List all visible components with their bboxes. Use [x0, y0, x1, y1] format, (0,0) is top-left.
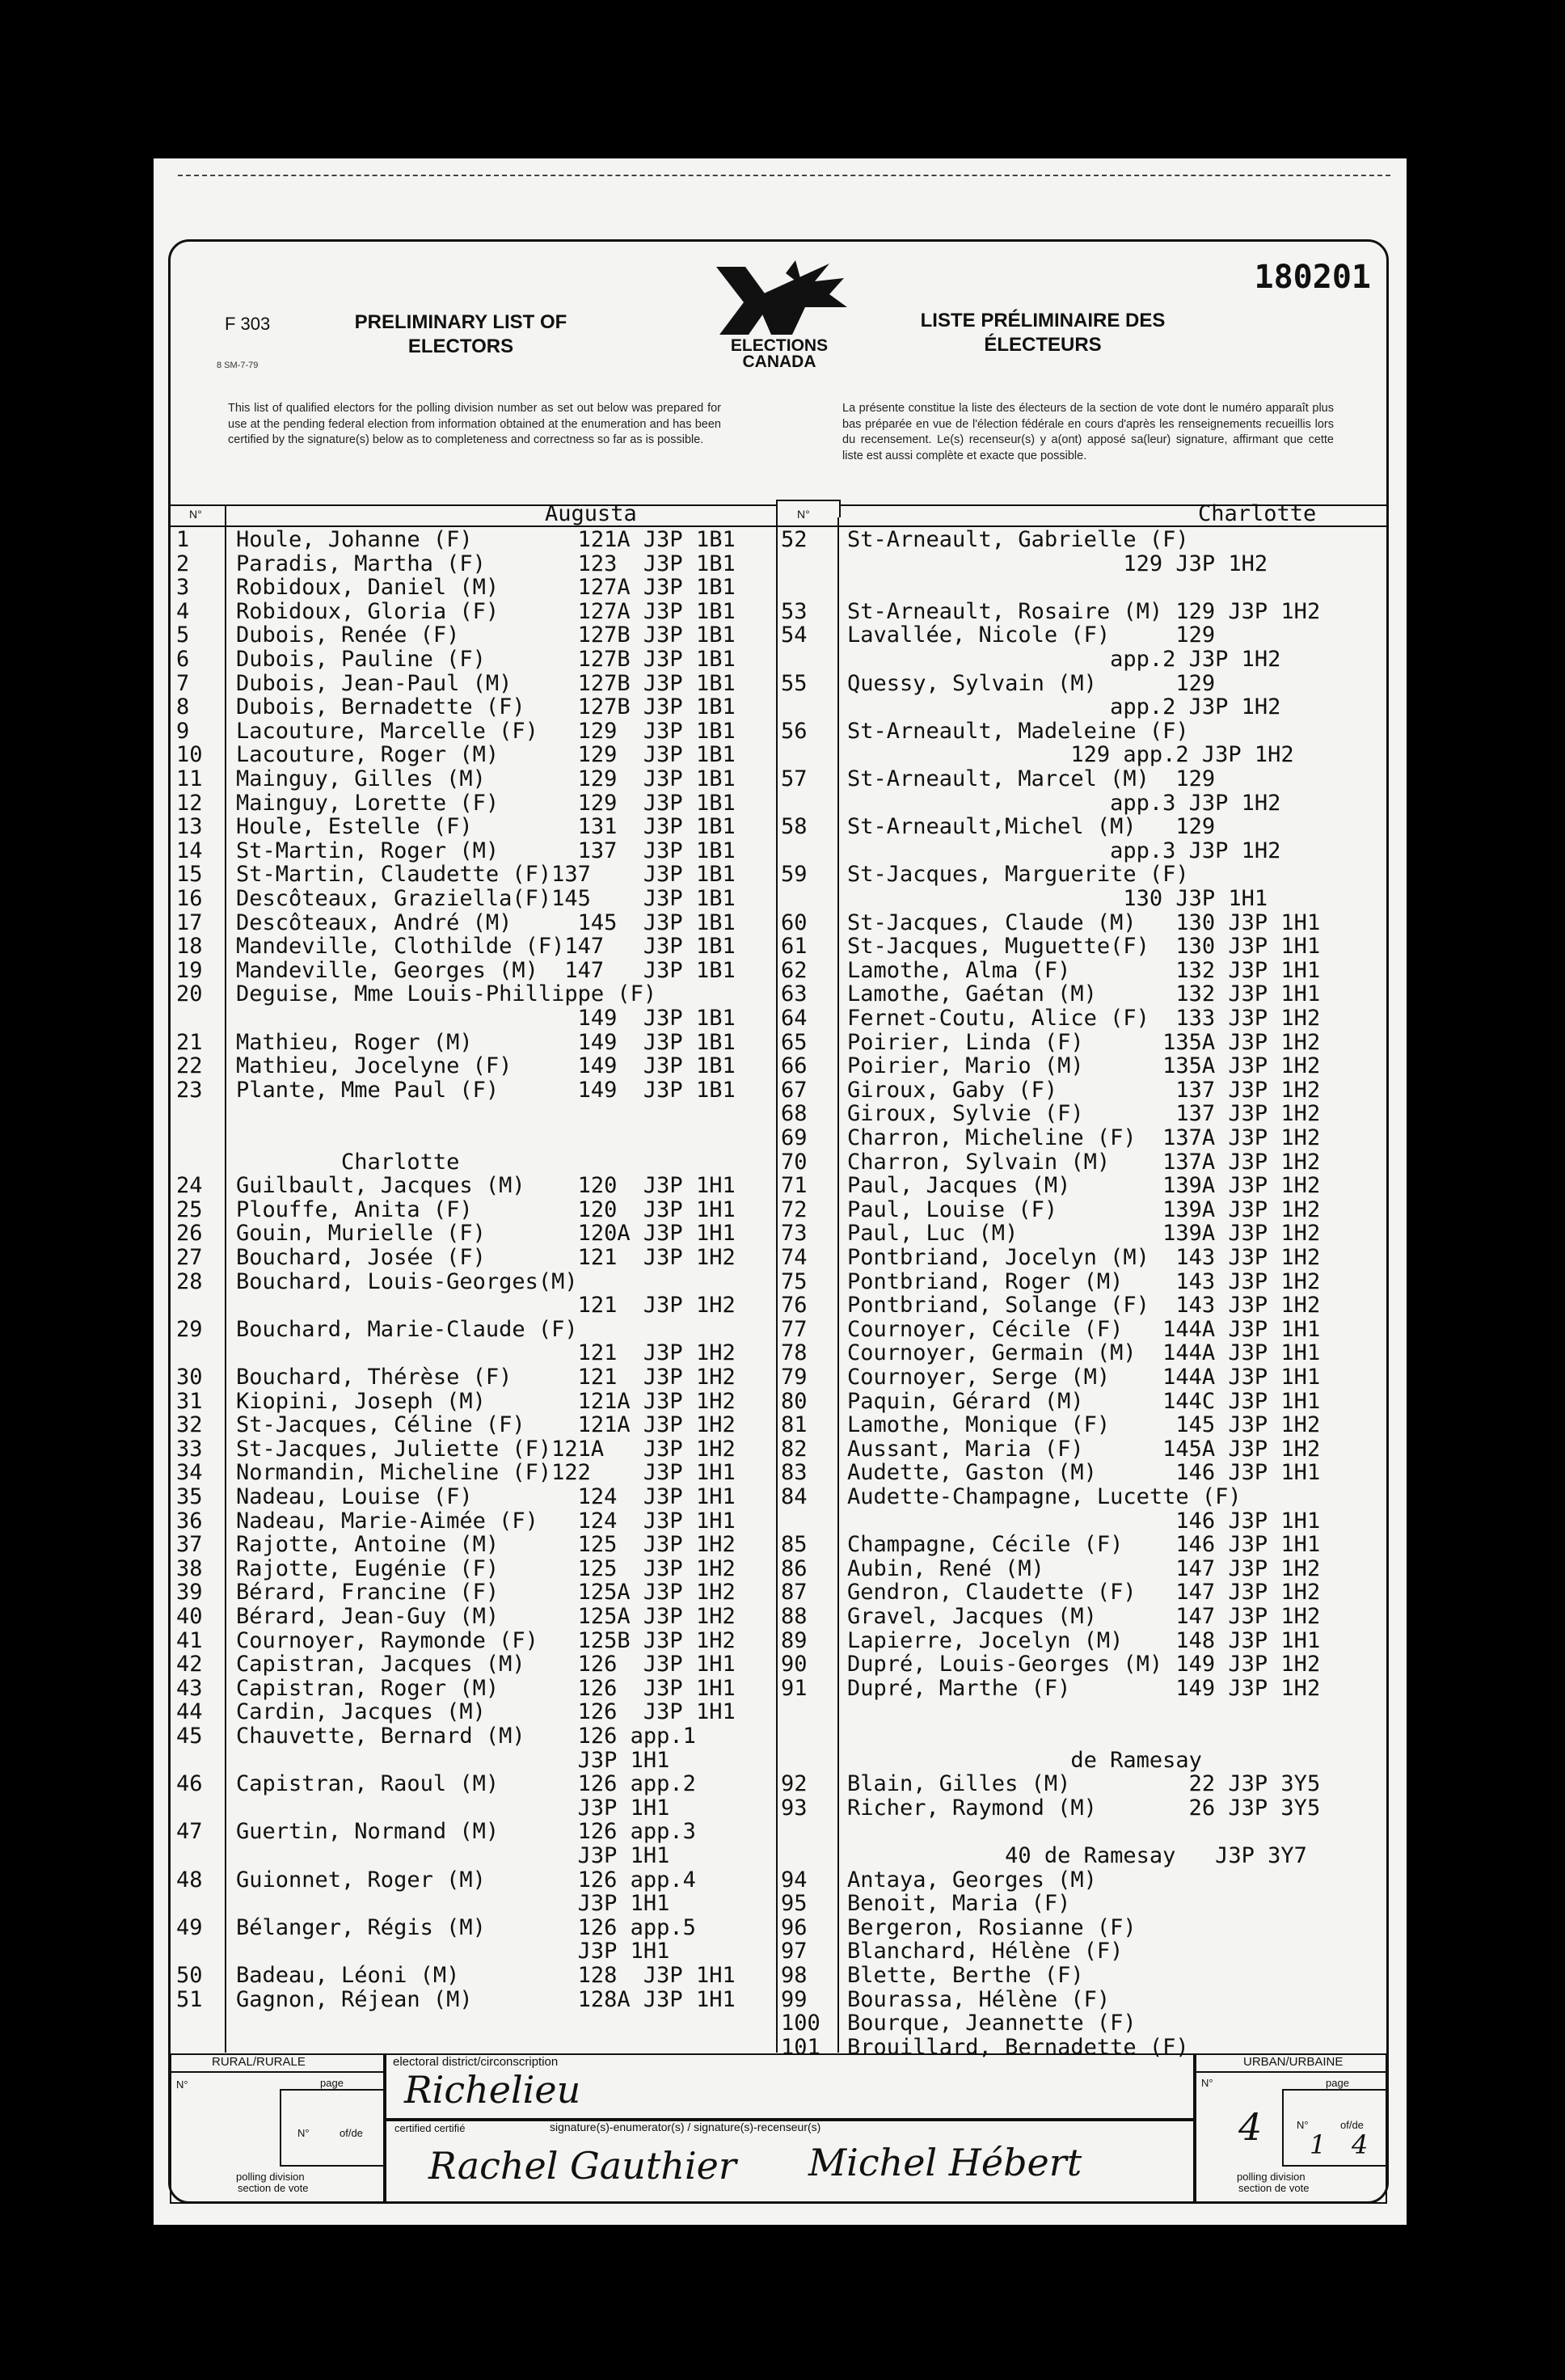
elector-row: Dubois, Pauline (F) 127B J3P 1B1	[236, 647, 736, 672]
row-number: 68	[781, 1101, 808, 1127]
row-number: 87	[781, 1580, 808, 1606]
row-number: 55	[781, 670, 808, 696]
elector-row: J3P 1H1	[236, 1891, 670, 1917]
page-number: 1	[1310, 2129, 1327, 2160]
row-number: 100	[781, 2011, 820, 2036]
row-number: 95	[781, 1891, 808, 1917]
row-number: 37	[176, 1532, 203, 1558]
row-number: 57	[781, 766, 808, 791]
row-number: 23	[176, 1077, 203, 1103]
row-number: 27	[176, 1245, 203, 1270]
elector-row: Capistran, Roger (M) 126 J3P 1H1	[236, 1675, 736, 1701]
row-number: 19	[176, 957, 203, 983]
row-number: 4	[176, 598, 190, 624]
form-code: F 303	[225, 314, 271, 334]
row-number: 21	[176, 1029, 203, 1055]
elector-row: Bouchard, Marie-Claude (F)	[236, 1316, 578, 1342]
row-number: 60	[781, 909, 808, 935]
elector-row: Poirier, Linda (F) 135A J3P 1H2	[847, 1029, 1321, 1055]
elector-row: St-Arneault, Gabrielle (F)	[847, 527, 1189, 552]
right-number-header: N°	[797, 508, 810, 521]
elector-row: Blanchard, Hélène (F)	[847, 1939, 1124, 1964]
elector-row: Mathieu, Roger (M) 149 J3P 1B1	[236, 1029, 736, 1055]
certified-label: certified certifié	[394, 2122, 466, 2134]
elector-row: St-Jacques, Claude (M) 130 J3P 1H1	[847, 909, 1321, 935]
row-number: 50	[176, 1963, 203, 1988]
row-number: 90	[781, 1652, 808, 1677]
elector-row: Pontbriand, Solange (F) 143 J3P 1H2	[847, 1293, 1321, 1319]
row-number: 61	[781, 934, 808, 960]
elector-row: Normandin, Micheline (F)122 J3P 1H1	[236, 1460, 736, 1486]
elector-row: Paquin, Gérard (M) 144C J3P 1H1	[847, 1388, 1321, 1414]
elector-row: Dubois, Bernadette (F) 127B J3P 1B1	[236, 694, 736, 720]
row-number: 81	[781, 1412, 808, 1438]
elector-row: Guilbault, Jacques (M) 120 J3P 1H1	[236, 1173, 736, 1199]
elector-row: Badeau, Léoni (M) 128 J3P 1H1	[236, 1963, 736, 1988]
elector-row: Paul, Louise (F) 139A J3P 1H2	[847, 1196, 1321, 1222]
elector-row: Guionnet, Roger (M) 126 app.4	[236, 1867, 696, 1893]
elector-row: Kiopini, Joseph (M) 121A J3P 1H2	[236, 1388, 736, 1414]
urban-page-no-label: N°	[1297, 2119, 1309, 2131]
elector-row: app.3 J3P 1H2	[847, 790, 1281, 816]
title-french: LISTE PRÉLIMINAIRE DES ÉLECTEURS	[920, 310, 1166, 356]
row-number: 47	[176, 1819, 203, 1845]
signature-label: signature(s)-enumerator(s) / signature(s)-recenseur(s)	[550, 2120, 821, 2133]
row-number: 34	[176, 1460, 203, 1486]
street-header-left: Augusta	[545, 501, 637, 526]
row-number: 84	[781, 1484, 808, 1509]
elector-row: Lapierre, Jocelyn (M) 148 J3P 1H1	[847, 1627, 1321, 1653]
top-dashed-line	[178, 175, 1390, 179]
elector-row: St-Martin, Roger (M) 137 J3P 1B1	[236, 838, 736, 863]
elector-row: Chauvette, Bernard (M) 126 app.1	[236, 1724, 696, 1749]
elector-row: Charron, Sylvain (M) 137A J3P 1H2	[847, 1149, 1321, 1175]
elector-row: 129 app.2 J3P 1H2	[847, 742, 1294, 768]
elector-row: 149 J3P 1B1	[236, 1006, 736, 1031]
row-number: 2	[176, 551, 190, 576]
row-number: 80	[781, 1388, 808, 1414]
row-number: 13	[176, 814, 203, 840]
row-number: 92	[781, 1771, 808, 1797]
elector-row: Charron, Micheline (F) 137A J3P 1H2	[847, 1125, 1321, 1150]
elector-row: Dupré, Louis-Georges (M) 149 J3P 1H2	[847, 1652, 1321, 1677]
left-number-header: N°	[189, 508, 202, 521]
elector-row: Aubin, René (M) 147 J3P 1H2	[847, 1555, 1321, 1581]
elector-row: Mathieu, Jocelyne (F) 149 J3P 1B1	[236, 1053, 736, 1079]
elector-row: Capistran, Jacques (M) 126 J3P 1H1	[236, 1652, 736, 1677]
elector-row: J3P 1H1	[236, 1747, 670, 1773]
rural-page-label: page	[320, 2077, 344, 2089]
note-english: This list of qualified electors for the polling division number as set out below was prepared for use at the pending federal election from information obtained at the enumeration and has been certified by the signature(s) below as to completeness and correctness so far as is possible.	[228, 402, 721, 446]
row-number: 64	[781, 1006, 808, 1031]
elector-row: Houle, Estelle (F) 131 J3P 1B1	[236, 814, 736, 840]
elector-row: Richer, Raymond (M) 26 J3P 3Y5	[847, 1795, 1321, 1821]
elector-row: 40 de Ramesay J3P 3Y7	[847, 1843, 1307, 1868]
row-number: 30	[176, 1365, 203, 1390]
elector-row: Antaya, Georges (M)	[847, 1867, 1097, 1893]
electors-table	[170, 501, 1387, 2060]
elector-row: 129 J3P 1H2	[847, 551, 1268, 576]
title-english: PRELIMINARY LIST OF ELECTORS	[354, 311, 567, 357]
row-number: 9	[176, 718, 190, 744]
row-number: 16	[176, 886, 203, 911]
elector-row: Poirier, Mario (M) 135A J3P 1H2	[847, 1053, 1321, 1079]
elector-row: Paradis, Martha (F) 123 J3P 1B1	[236, 551, 736, 576]
row-number: 39	[176, 1580, 203, 1606]
note-french: La présente constitue la liste des électeurs de la section de vote dont le numéro apparaît plus bas préparée en vue de l'élection fédérale en cours d'après les renseignements recueillis lors du recensement. Le(s) recenseur(s) y a(ont) apposé sa(leur) signature, affirmant que cette liste est aussi complète et exacte que possible.	[842, 402, 1334, 462]
row-number: 77	[781, 1316, 808, 1342]
elector-row: Guertin, Normand (M) 126 app.3	[236, 1819, 696, 1845]
row-number: 31	[176, 1388, 203, 1414]
page-of-number: 4	[1352, 2129, 1369, 2160]
elector-row: Bouchard, Josée (F) 121 J3P 1H2	[236, 1245, 736, 1270]
row-number: 44	[176, 1699, 203, 1725]
rural-label: RURAL/RURALE	[212, 2055, 306, 2069]
elector-row: 146 J3P 1H1	[847, 1508, 1321, 1534]
row-number: 43	[176, 1675, 203, 1701]
elector-row: Gagnon, Réjean (M) 128A J3P 1H1	[236, 1986, 736, 2012]
elector-row: St-Jacques, Marguerite (F)	[847, 862, 1189, 888]
elector-row: Lamothe, Gaétan (M) 132 J3P 1H1	[847, 981, 1321, 1007]
row-number: 15	[176, 862, 203, 888]
urban-polling-label-fr: section de vote	[1238, 2182, 1310, 2194]
row-number: 32	[176, 1412, 203, 1438]
elector-row: Dupré, Marthe (F) 149 J3P 1H2	[847, 1675, 1321, 1701]
elector-row: Cardin, Jacques (M) 126 J3P 1H1	[236, 1699, 736, 1725]
list-number: 180201	[1254, 259, 1371, 296]
elector-row: Fernet-Coutu, Alice (F) 133 J3P 1H2	[847, 1006, 1321, 1031]
row-number: 45	[176, 1724, 203, 1749]
elector-row: Bergeron, Rosianne (F)	[847, 1914, 1137, 1940]
row-number: 73	[781, 1221, 808, 1247]
logo-text: ELECTIONS CANADA	[730, 336, 829, 371]
elector-row: St-Martin, Claudette (F)137 J3P 1B1	[236, 862, 736, 888]
row-number: 76	[781, 1293, 808, 1319]
elector-row: Gendron, Claudette (F) 147 J3P 1H2	[847, 1580, 1321, 1606]
row-number: 94	[781, 1867, 808, 1893]
row-number: 89	[781, 1627, 808, 1653]
center-divider	[776, 504, 778, 2053]
elector-row: Quessy, Sylvain (M) 129	[847, 670, 1216, 696]
rural-of-label: of/de	[340, 2127, 363, 2139]
elector-row: Audette-Champagne, Lucette (F)	[847, 1484, 1242, 1509]
elector-row: Bérard, Francine (F) 125A J3P 1H2	[236, 1580, 736, 1606]
left-number-divider	[225, 504, 226, 2053]
row-number: 14	[176, 838, 203, 863]
elector-row: Deguise, Mme Louis-Phillippe (F)	[236, 981, 657, 1007]
row-number: 1	[176, 527, 190, 552]
elector-row: Aussant, Maria (F) 145A J3P 1H2	[847, 1436, 1321, 1462]
row-number: 75	[781, 1268, 808, 1294]
elector-row: Gravel, Jacques (M) 147 J3P 1H2	[847, 1604, 1321, 1629]
elector-row: St-Jacques, Céline (F) 121A J3P 1H2	[236, 1412, 736, 1438]
row-number: 59	[781, 862, 808, 888]
row-number: 71	[781, 1173, 808, 1199]
row-number: 26	[176, 1221, 203, 1247]
elector-row: Descôteaux, Graziella(F)145 J3P 1B1	[236, 886, 736, 911]
row-number: 78	[781, 1340, 808, 1366]
row-number: 33	[176, 1436, 203, 1462]
row-number: 3	[176, 575, 190, 601]
polling-division-number: 4	[1238, 2105, 1263, 2149]
elector-row: Rajotte, Eugénie (F) 125 J3P 1H2	[236, 1555, 736, 1581]
signature-1: Rachel Gauthier	[428, 2144, 736, 2188]
row-number: 101	[781, 2034, 820, 2060]
elector-row: St-Arneault, Madeleine (F)	[847, 718, 1189, 744]
elector-row: 130 J3P 1H1	[847, 886, 1268, 911]
row-number: 20	[176, 981, 203, 1007]
row-number: 28	[176, 1268, 203, 1294]
row-number: 96	[781, 1914, 808, 1940]
elector-row: Cournoyer, Serge (M) 144A J3P 1H1	[847, 1365, 1321, 1390]
signature-2: Michel Hébert	[808, 2141, 1082, 2184]
district-label: electoral district/circonscription	[393, 2055, 559, 2069]
row-number: 12	[176, 790, 203, 816]
elector-row: Brouillard, Bernadette (F)	[847, 2034, 1189, 2060]
row-number: 65	[781, 1029, 808, 1055]
elector-row: Bérard, Jean-Guy (M) 125A J3P 1H2	[236, 1604, 736, 1629]
row-number: 53	[781, 598, 808, 624]
row-number: 41	[176, 1627, 203, 1653]
row-number: 99	[781, 1986, 808, 2012]
row-number: 67	[781, 1077, 808, 1103]
row-number: 18	[176, 934, 203, 960]
elector-row: St-Arneault, Rosaire (M) 129 J3P 1H2	[847, 598, 1321, 624]
elector-row: Plante, Mme Paul (F) 149 J3P 1B1	[236, 1077, 736, 1103]
row-number: 72	[781, 1196, 808, 1222]
elector-row: Giroux, Gaby (F) 137 J3P 1H2	[847, 1077, 1321, 1103]
elector-row: Rajotte, Antoine (M) 125 J3P 1H2	[236, 1532, 736, 1558]
elector-row: Descôteaux, André (M) 145 J3P 1B1	[236, 909, 736, 935]
row-number: 24	[176, 1173, 203, 1199]
row-number: 74	[781, 1245, 808, 1270]
row-number: 98	[781, 1963, 808, 1988]
elector-row: Pontbriand, Roger (M) 143 J3P 1H2	[847, 1268, 1321, 1294]
row-number: 7	[176, 670, 190, 696]
row-number: 6	[176, 647, 190, 672]
row-number: 93	[781, 1795, 808, 1821]
document-sheet	[154, 158, 1407, 2225]
row-number: 97	[781, 1939, 808, 1964]
elector-row: Audette, Gaston (M) 146 J3P 1H1	[847, 1460, 1321, 1486]
elector-row: Nadeau, Marie-Aimée (F) 124 J3P 1H1	[236, 1508, 736, 1534]
elector-row: de Ramesay	[847, 1747, 1202, 1773]
elector-row: Bouchard, Thérèse (F) 121 J3P 1H2	[236, 1365, 736, 1390]
elector-row: Blette, Berthe (F)	[847, 1963, 1084, 1988]
elector-row: app.2 J3P 1H2	[847, 647, 1281, 672]
elector-row: Bourassa, Hélène (F)	[847, 1986, 1111, 2012]
row-number: 70	[781, 1149, 808, 1175]
elector-row: Gouin, Murielle (F) 120A J3P 1H1	[236, 1221, 736, 1247]
elector-row: 121 J3P 1H2	[236, 1340, 736, 1366]
row-number: 69	[781, 1125, 808, 1150]
urban-label: URBAN/URBAINE	[1243, 2055, 1344, 2069]
row-number: 22	[176, 1053, 203, 1079]
row-number: 42	[176, 1652, 203, 1677]
elector-row: Cournoyer, Germain (M) 144A J3P 1H1	[847, 1340, 1321, 1366]
right-number-divider	[837, 504, 839, 2053]
elector-row: Robidoux, Daniel (M) 127A J3P 1B1	[236, 575, 736, 601]
row-number: 48	[176, 1867, 203, 1893]
row-number: 10	[176, 742, 203, 768]
urban-no-label: N°	[1201, 2077, 1213, 2089]
elector-row: Pontbriand, Jocelyn (M) 143 J3P 1H2	[847, 1245, 1321, 1270]
urban-page-label: page	[1326, 2077, 1349, 2089]
row-number: 52	[781, 527, 808, 552]
elector-row: Cournoyer, Raymonde (F) 125B J3P 1H2	[236, 1627, 736, 1653]
elector-row: Lavallée, Nicole (F) 129	[847, 622, 1216, 648]
row-number: 54	[781, 622, 808, 648]
elector-row: Bouchard, Louis-Georges(M)	[236, 1268, 578, 1294]
elector-row: Lacouture, Marcelle (F) 129 J3P 1B1	[236, 718, 736, 744]
row-number: 38	[176, 1555, 203, 1581]
elector-row: Giroux, Sylvie (F) 137 J3P 1H2	[847, 1101, 1321, 1127]
row-number: 66	[781, 1053, 808, 1079]
rural-page-no-label: N°	[297, 2127, 310, 2139]
form-date: 8 SM-7-79	[217, 361, 259, 370]
row-number: 17	[176, 909, 203, 935]
elector-row: app.2 J3P 1H2	[847, 694, 1281, 720]
row-number: 36	[176, 1508, 203, 1534]
row-number: 91	[781, 1675, 808, 1701]
elector-row: St-Arneault, Marcel (M) 129	[847, 766, 1216, 791]
row-number: 85	[781, 1532, 808, 1558]
district-value: Richelieu	[404, 2068, 581, 2112]
elector-row: Blain, Gilles (M) 22 J3P 3Y5	[847, 1771, 1321, 1797]
elector-row: Plouffe, Anita (F) 120 J3P 1H1	[236, 1196, 736, 1222]
elector-row: Bourque, Jeannette (F)	[847, 2011, 1137, 2036]
row-number: 62	[781, 957, 808, 983]
row-number: 5	[176, 622, 190, 648]
urban-of-label: of/de	[1340, 2119, 1364, 2131]
row-number: 29	[176, 1316, 203, 1342]
elector-row: Champagne, Cécile (F) 146 J3P 1H1	[847, 1532, 1321, 1558]
elector-row: Mainguy, Lorette (F) 129 J3P 1B1	[236, 790, 736, 816]
elector-row: app.3 J3P 1H2	[847, 838, 1281, 863]
row-number: 58	[781, 814, 808, 840]
elector-row: Paul, Jacques (M) 139A J3P 1H2	[847, 1173, 1321, 1199]
row-number: 11	[176, 766, 203, 791]
elector-row: Lamothe, Monique (F) 145 J3P 1H2	[847, 1412, 1321, 1438]
rural-no-label: N°	[176, 2078, 188, 2091]
elector-row: Mandeville, Clothilde (F)147 J3P 1B1	[236, 934, 736, 960]
row-number: 82	[781, 1436, 808, 1462]
elector-row: Dubois, Renée (F) 127B J3P 1B1	[236, 622, 736, 648]
elector-row: 121 J3P 1H2	[236, 1293, 736, 1319]
row-number: 8	[176, 694, 190, 720]
row-number: 83	[781, 1460, 808, 1486]
elector-row: Mandeville, Georges (M) 147 J3P 1B1	[236, 957, 736, 983]
elector-row: Bélanger, Régis (M) 126 app.5	[236, 1914, 696, 1940]
elector-row: J3P 1H1	[236, 1843, 670, 1868]
elector-row: Dubois, Jean-Paul (M) 127B J3P 1B1	[236, 670, 736, 696]
row-number: 63	[781, 981, 808, 1007]
urban-polling-label-en: polling division	[1237, 2171, 1306, 2183]
row-number: 25	[176, 1196, 203, 1222]
elector-row: Robidoux, Gloria (F) 127A J3P 1B1	[236, 598, 736, 624]
elector-row: Lamothe, Alma (F) 132 J3P 1H1	[847, 957, 1321, 983]
row-number: 46	[176, 1771, 203, 1797]
row-number: 86	[781, 1555, 808, 1581]
elector-row: Capistran, Raoul (M) 126 app.2	[236, 1771, 696, 1797]
elector-row: Charlotte	[236, 1149, 460, 1175]
elector-row: Houle, Johanne (F) 121A J3P 1B1	[236, 527, 736, 552]
elector-row: Mainguy, Gilles (M) 129 J3P 1B1	[236, 766, 736, 791]
row-number: 35	[176, 1484, 203, 1509]
row-number: 40	[176, 1604, 203, 1629]
rural-polling-label-en: polling division	[236, 2171, 305, 2183]
row-number: 51	[176, 1986, 203, 2012]
street-header-right: Charlotte	[1198, 501, 1317, 526]
row-number: 79	[781, 1365, 808, 1390]
elector-row: Paul, Luc (M) 139A J3P 1H2	[847, 1221, 1321, 1247]
elector-row: Nadeau, Louise (F) 124 J3P 1H1	[236, 1484, 736, 1509]
row-number: 88	[781, 1604, 808, 1629]
elector-row: J3P 1H1	[236, 1939, 670, 1964]
elector-row: J3P 1H1	[236, 1795, 670, 1821]
elector-row: St-Jacques, Muguette(F) 130 J3P 1H1	[847, 934, 1321, 960]
elector-row: Lacouture, Roger (M) 129 J3P 1B1	[236, 742, 736, 768]
footer-box	[170, 2053, 1387, 2204]
elector-row: St-Jacques, Juliette (F)121A J3P 1H2	[236, 1436, 736, 1462]
rural-page-box	[280, 2089, 385, 2167]
rural-polling-label-fr: section de vote	[238, 2182, 309, 2194]
elector-row: Benoit, Maria (F)	[847, 1891, 1071, 1917]
row-number: 49	[176, 1914, 203, 1940]
elector-row: Cournoyer, Cécile (F) 144A J3P 1H1	[847, 1316, 1321, 1342]
elector-row: St-Arneault,Michel (M) 129	[847, 814, 1216, 840]
row-number: 56	[781, 718, 808, 744]
